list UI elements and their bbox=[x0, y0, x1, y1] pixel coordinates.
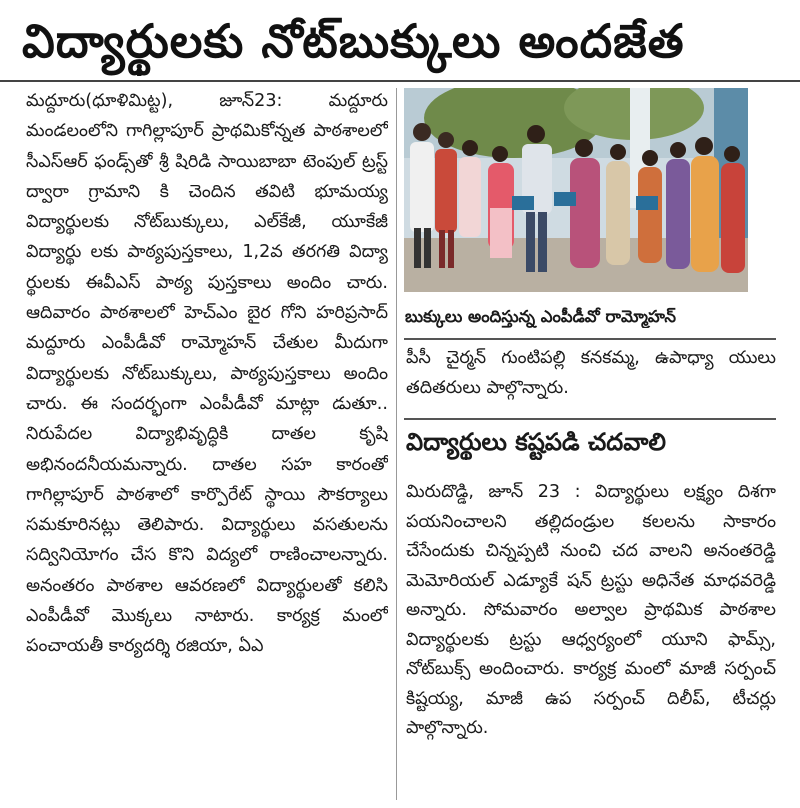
article-body-column bbox=[26, 86, 388, 802]
second-article-rule bbox=[404, 418, 776, 420]
headline-rule bbox=[0, 80, 800, 82]
second-article-body: మిరుదొడ్డి, జూన్ 23 : విద్యార్థులు లక్ష్యం దిశగా పయనించాలని తల్లిదండ్రుల కలలను సాకారం చేసేందుకు చిన్నప్పటి నుంచి చద వాలని అనంతరెడ్డి మెమోరియల్ ఎడ్యూకే షన్ ట్రస్టు అధినేత మాధవరెడ్డి అన్నారు. సోమవారం అల్వాల ప్రాథమిక పాఠశాల విద్యార్థులకు ట్రస్టు ఆధ్వర్యంలో యూని ఫామ్స్, నోట్‌బుక్స్ అందించారు. కార్యక్ర మంలో మాజీ సర్పంచ్ కిష్టయ్య, మాజీ ఉప సర్పంచ్ దిలీప్, టీచర్లు పాల్గొన్నారు. bbox=[406, 482, 776, 738]
second-article-headline: విద్యార్థులు కష్టపడి చదవాలి bbox=[406, 428, 666, 456]
article-body: మద్దూరు(ధూళిమిట్ట), జూన్23: మద్దూరు మండలంలోని గాగిల్లాపూర్ ప్రాథమికోన్నత పాఠశాలలో సీఎస్ఆర్ ఫండ్స్‌తో శ్రీ షిరిడి సాయిబాబా టెంపుల్ ట్రస్ట్ ద్వారా గ్రామాని కి చెందిన తవిటి భూమయ్య విద్యార్థులకు నోట్‌బుక్కులు, ఎల్‌కేజీ, యూకేజీ విద్యార్థు లకు పాఠ్యపుస్తకాలు, 1,2వ తరగతి విద్యా ర్థులకు ఈవీఎస్ పాఠ్య పుస్తకాలు అందిం చారు. ఆదివారం పాఠశాలలో హెచ్ఎం బైర గోని హరిప్రసాద్ మద్దూరు ఎంపీడీవో రామ్మోహన్ చేతుల మీదుగా విద్యార్థులకు నోట్‌బుక్కులు, పాఠ్యపుస్తకాలు అందిం చారు. ఈ సందర్భంగా ఎంపీడీవో మాట్లా డుతూ.. నిరుపేదల విద్యాభివృద్ధికి దాతల కృషి అభినందనీయమన్నారు. దాతల సహ కారంతో గాగిల్లాపూర్ పాఠశాలో కార్పొరేట్ స్థాయి సౌకర్యాలు సమకూరినట్లు తెలిపారు. విద్యార్థులు వసతులను సద్వినియోగం చేస కొని విద్యలో రాణించాలన్నారు. అనంతరం పాఠశాల ఆవరణలో విద్యార్థులతో కలిసి ఎంపీడీవో మొక్కలు నాటారు. కార్యక్ర మంలో పంచాయతీ కార్యదర్శి రజియా, ఏఎ bbox=[26, 91, 388, 657]
column-divider bbox=[396, 88, 397, 800]
photo-caption: బుక్కులు అందిస్తున్న ఎంపీడీవో రామ్మోహన్ bbox=[405, 307, 676, 326]
caption-rule bbox=[404, 338, 776, 340]
second-article-column bbox=[406, 478, 776, 798]
article-body-continued-column bbox=[406, 344, 776, 414]
news-photo bbox=[404, 88, 748, 292]
article-body-continued: పీసీ చైర్మన్ గుంటిపల్లి కనకమ్మ, ఉపాధ్యా యులు తదితరులు పాల్గొన్నారు. bbox=[406, 348, 776, 398]
headline: విద్యార్థులకు నోట్‌బుక్కులు అందజేత bbox=[22, 14, 685, 68]
